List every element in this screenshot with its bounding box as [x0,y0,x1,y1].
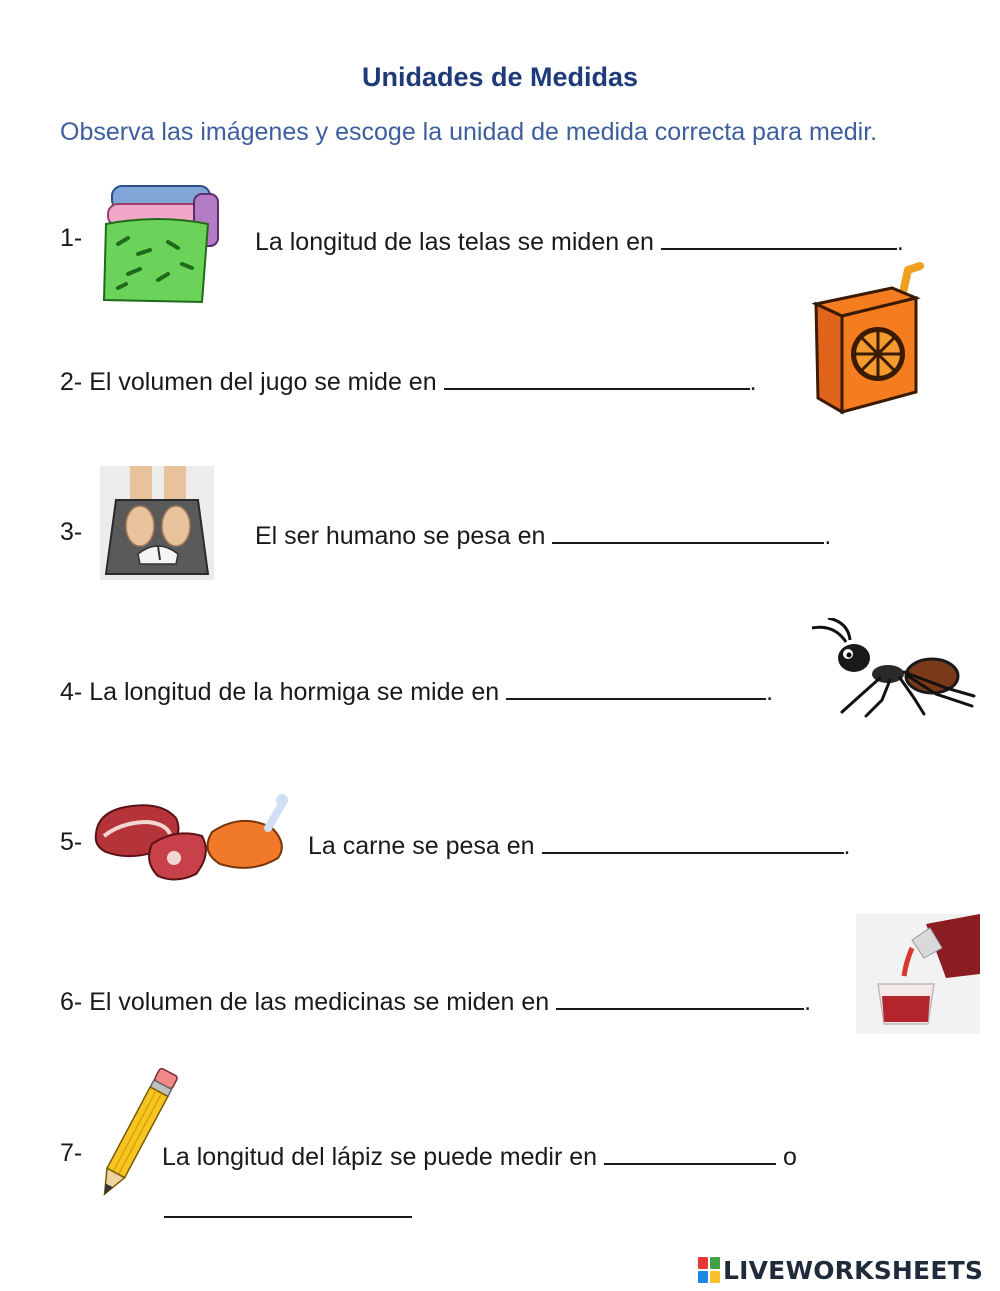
item-1-period: . [896,228,904,256]
item-3-sentence [255,518,831,551]
ant-icon [806,618,976,718]
item-2-text: El volumen del jugo se mide en [89,368,437,396]
worksheet-title: Unidades de Medidas [361,62,639,92]
item-1-text: La longitud de las telas se miden en [255,228,654,256]
item-7-second-line [164,1192,412,1225]
liveworksheets-logo [698,1254,983,1286]
item-1-answer-blank[interactable] [661,224,897,250]
item-1-number: 1- [60,224,83,252]
juice-box-icon [812,258,924,416]
item-7-answer-blank-2[interactable] [164,1192,412,1218]
bathroom-scale-icon [100,466,214,580]
pencil-icon [86,1062,186,1208]
item-2-period: . [749,368,757,396]
item-7-sentence [162,1139,797,1172]
item-3-answer-blank[interactable] [552,518,824,544]
item-6-text: El volumen de las medicinas se miden en [89,988,550,1016]
logo-text: LIVEWORKSHEETS [723,1255,984,1285]
item-3-text: El ser humano se pesa en [255,522,546,550]
medicine-syrup-icon [856,914,980,1034]
item-4-sentence [60,674,773,707]
item-3-period: . [824,522,832,550]
item-7-connector: o [782,1143,797,1171]
item-4-text: La longitud de la hormiga se mide en [89,678,500,706]
item-2-sentence [60,364,757,397]
item-5-sentence [308,828,850,861]
item-4-period: . [766,678,774,706]
instructions: Observa las imágenes y escoge la unidad de medida correcta para medir. [60,118,878,146]
meat-icon [92,792,298,884]
item-3-number: 3- [60,518,83,546]
item-2-answer-blank[interactable] [444,364,750,390]
item-6-sentence [60,984,811,1017]
fabric-rolls-icon [98,184,226,306]
item-4-number: 4- [60,678,83,706]
item-7-answer-blank-1[interactable] [604,1139,776,1165]
item-5-answer-blank[interactable] [542,828,844,854]
item-6-number: 6- [60,988,83,1016]
item-6-answer-blank[interactable] [556,984,804,1010]
item-7-text: La longitud del lápiz se puede medir en [162,1143,598,1171]
liveworksheets-logo-icon [698,1257,720,1283]
item-1-sentence [255,224,904,257]
item-7-number: 7- [60,1139,83,1167]
item-5-text: La carne se pesa en [308,832,535,860]
item-4-answer-blank[interactable] [506,674,766,700]
item-5-number: 5- [60,828,83,856]
item-2-number: 2- [60,368,83,396]
item-5-period: . [843,832,851,860]
item-6-period: . [804,988,812,1016]
